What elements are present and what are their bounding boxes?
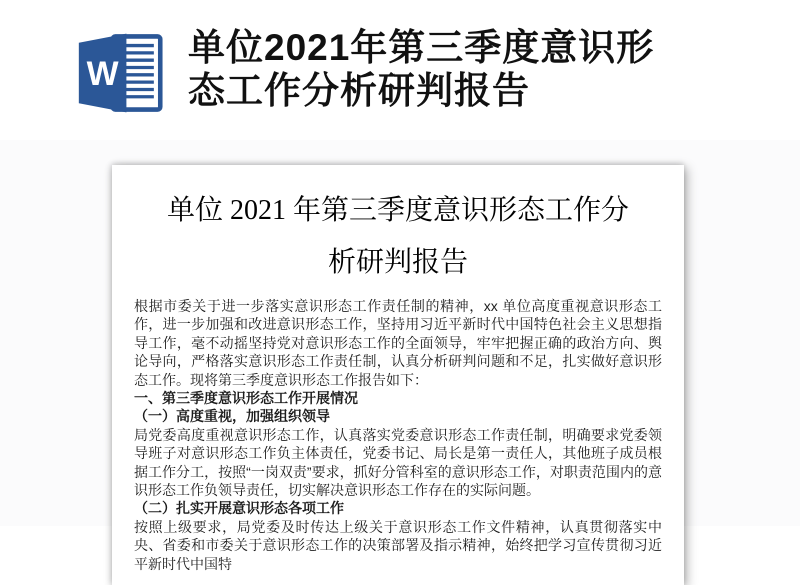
document-page-preview[interactable]	[112, 165, 684, 585]
page-header	[0, 0, 800, 140]
doc-heading-section-1: 一、第三季度意识形态工作开展情况	[134, 390, 358, 407]
doc-paragraph-intro: 根据市委关于进一步落实意识形态工作责任制的精神，xx 单位高度重视意识形态工作，进一步加强和改进意识形态工作，坚持用习近平新时代中国特色社会主义思想指导工作，毫不动摇坚持党对意识形态工作的全面领导，牢牢把握正确的政治方向、舆论导向，严格落实意识形态工作责任制，认真分析研判问题和不足，扎实做好意识形态工作。现将第三季度意识形态工作报告如下：	[134, 298, 662, 388]
document-title: 单位 2021 年第三季度意识形态工作分析研判报告	[166, 195, 629, 278]
document-body	[134, 297, 662, 573]
document-preview-area	[0, 140, 800, 572]
doc-heading-sub-1: （一）高度重视，加强组织领导	[134, 408, 330, 425]
doc-paragraph-sub-1: 局党委高度重视意识形态工作，认真落实党委意识形态工作责任制，明确要求党委领导班子对意识形态工作负主体责任，党委书记、局长是第一责任人，其他班子成员根据工作分工，按照“一岗双责”要求，抓好分管科室的意识形态工作，对职责范围内的意识形态工作负领导责任，切实解决意识形态工作存在的实际问题。	[134, 426, 662, 499]
doc-heading-sub-2: （二）扎实开展意识形态各项工作	[134, 500, 344, 517]
doc-paragraph-sub-2: 按照上级要求，局党委及时传达上级关于意识形态工作文件精神，认真贯彻落实中央、省委和市委关于意识形态工作的决策部署及指示精神，始终把学习宣传贯彻习近平新时代中国特	[134, 518, 662, 572]
page-title: 单位2021年第三季度意识形态工作分析研判报告	[188, 27, 655, 111]
svg-text:W: W	[86, 54, 119, 93]
ms-word-icon	[74, 30, 166, 116]
